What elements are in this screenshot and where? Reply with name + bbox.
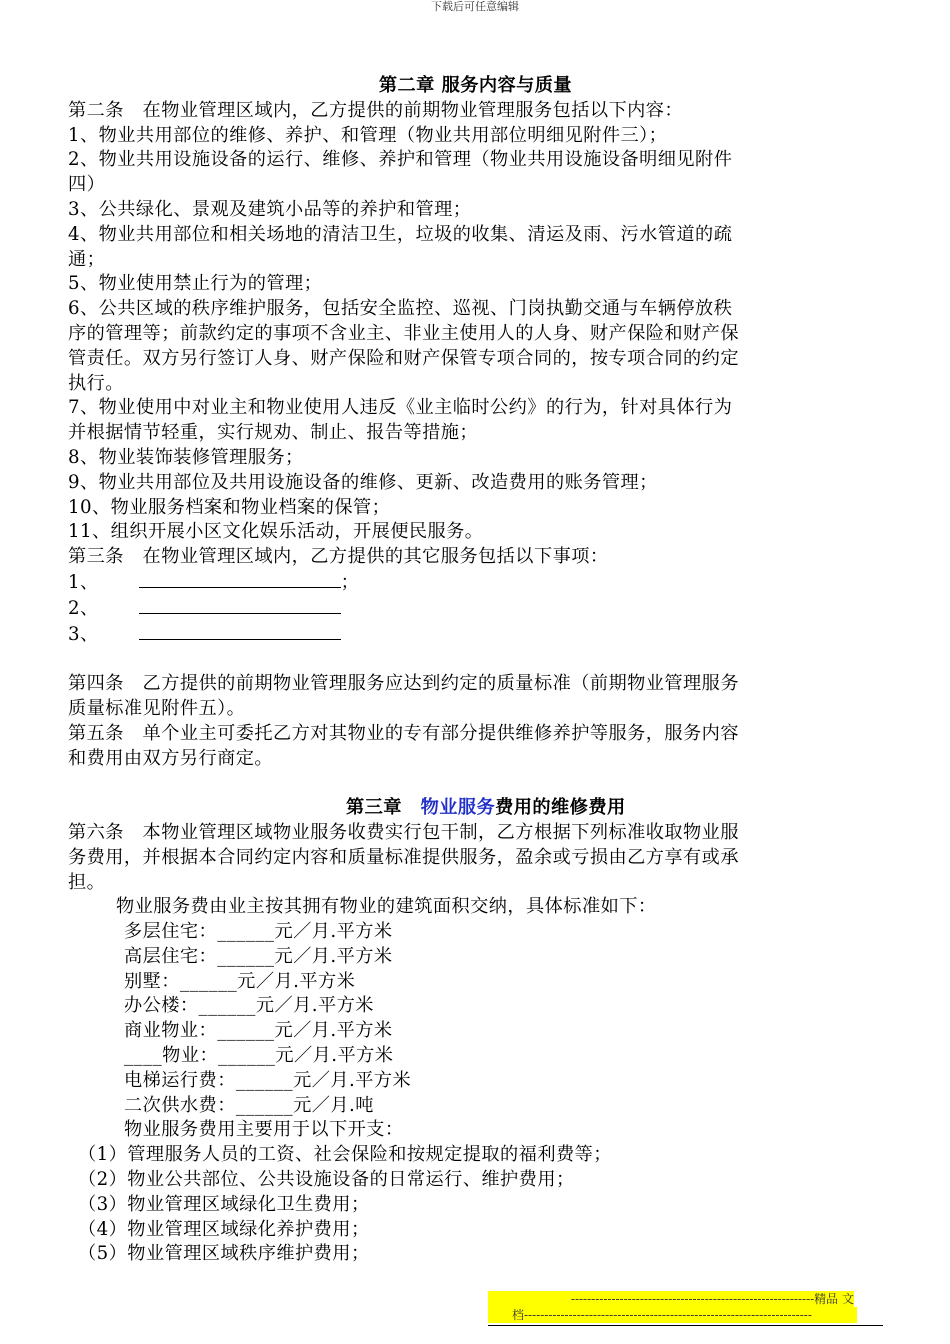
blank-item-number: 2、 — [68, 597, 99, 619]
spacer — [68, 647, 883, 672]
blank-item — [68, 622, 883, 648]
usage-item: （1）管理服务人员的工资、社会保险和按规定提取的福利费等； — [78, 1144, 612, 1166]
blank-item-suffix: ； — [340, 571, 360, 593]
usage-intro: 物业服务费用主要用于以下开支： — [124, 1119, 404, 1141]
fee-rate: 多层住宅：______元／月.平方米 — [124, 921, 393, 943]
fee-rate: 商业物业：______元／月.平方米 — [124, 1020, 393, 1042]
blank-item-number: 3、 — [68, 623, 99, 645]
usage-item: （4）物业管理区域绿化养护费用； — [78, 1218, 370, 1240]
paragraph-line: 管责任。双方另行签订人身、财产保险和财产保管专项合同的，按专项合同的约定 — [68, 347, 739, 369]
paragraph-line: 第四条 乙方提供的前期物业管理服务应达到约定的质量标准（前期物业管理服务 — [68, 673, 739, 695]
paragraph-line: 11、组织开展小区文化娱乐活动，开展便民服务。 — [68, 521, 484, 543]
footer-line: 档----------------------------------------------------------------------- — [488, 1307, 857, 1323]
paragraph-line: 7、物业使用中对业主和物业使用人违反《业主临时公约》的行为，针对具体行为 — [68, 397, 733, 419]
paragraph-line: 第二条 在物业管理区域内，乙方提供的前期物业管理服务包括以下内容： — [68, 99, 684, 121]
chapter2-title: 第二章 服务内容与质量 — [378, 75, 573, 96]
paragraph-line: 务费用，并根据本合同约定内容和质量标准提供服务，盈余或亏损由乙方享有或承 — [68, 846, 739, 868]
footer-watermark — [488, 1291, 888, 1326]
paragraph-line: 5、物业使用禁止行为的管理； — [68, 273, 323, 295]
paragraph-line: 9、物业共用部位及共用设施设备的维修、更新、改造费用的账务管理； — [68, 471, 658, 493]
fill-in-blank[interactable] — [139, 570, 341, 588]
usage-item: （3）物业管理区域绿化卫生费用； — [78, 1193, 370, 1215]
header-note: 下载后可任意编辑 — [431, 0, 519, 13]
chapter3-title-prefix: 第三章 — [346, 797, 421, 819]
fee-rate: 二次供水费：______元／月.吨 — [124, 1094, 374, 1116]
fill-in-blank[interactable] — [139, 622, 341, 640]
fee-rate: 电梯运行费：______元／月.平方米 — [124, 1069, 412, 1091]
chapter3-title-suffix: 费用的维修费用 — [495, 797, 626, 819]
usage-item: （5）物业管理区域秩序维护费用； — [78, 1243, 370, 1265]
document-page — [68, 74, 883, 1267]
paragraph-line: 4、物业共用部位和相关场地的清洁卫生，垃圾的收集、清运及雨、污水管道的疏 — [68, 223, 733, 245]
fee-rate: 别墅：______元／月.平方米 — [124, 970, 356, 992]
chapter3-title — [68, 796, 883, 821]
paragraph-line: 担。 — [68, 871, 106, 893]
paragraph-line: 第三条 在物业管理区域内，乙方提供的其它服务包括以下事项： — [68, 546, 609, 568]
paragraph-line: 执行。 — [68, 372, 124, 394]
paragraph-line: 10、物业服务档案和物业档案的保管； — [68, 496, 391, 518]
blank-item-number: 1、 — [68, 571, 99, 593]
footer-rule — [488, 1323, 883, 1326]
paragraph-line: 通； — [68, 248, 106, 270]
fee-rate: ____物业：______元／月.平方米 — [124, 1045, 394, 1067]
fee-intro: 物业服务费由业主按其拥有物业的建筑面积交纳，具体标准如下： — [116, 896, 657, 918]
paragraph-line: 和费用由双方另行商定。 — [68, 747, 274, 769]
paragraph-line: 1、物业共用部位的维修、养护、和管理（物业共用部位明细见附件三）； — [68, 124, 668, 146]
paragraph-line: 序的管理等；前款约定的事项不含业主、非业主使用人的人身、财产保险和财产保 — [68, 322, 739, 344]
chapter2-body — [68, 99, 883, 772]
paragraph-line: 6、公共区域的秩序维护服务，包括安全监控、巡视、门岗执勤交通与车辆停放秩 — [68, 298, 733, 320]
footer-line: ------------------------------------------------------------精品 文 — [488, 1291, 854, 1307]
spacer — [68, 771, 883, 796]
fee-rate: 办公楼：______元／月.平方米 — [124, 995, 374, 1017]
paragraph-line: 8、物业装饰装修管理服务； — [68, 446, 304, 468]
chapter3-title-link[interactable]: 物业服务 — [420, 797, 496, 819]
paragraph-line: 第五条 单个业主可委托乙方对其物业的专有部分提供维修养护等服务，服务内容 — [68, 722, 739, 744]
paragraph-line: 四） — [68, 174, 106, 196]
paragraph-line: 3、公共绿化、景观及建筑小品等的养护和管理； — [68, 198, 472, 220]
chapter3-body — [68, 821, 883, 1267]
fee-rate: 高层住宅：______元／月.平方米 — [124, 945, 393, 967]
blank-item — [68, 596, 883, 622]
fill-in-blank[interactable] — [139, 596, 341, 614]
paragraph-line: 质量标准见附件五）。 — [68, 697, 246, 719]
usage-item: （2）物业公共部位、公共设施设备的日常运行、维护费用； — [78, 1169, 575, 1191]
blank-item — [68, 570, 883, 596]
paragraph-line: 并根据情节轻重，实行规劝、制止、报告等措施； — [68, 422, 479, 444]
paragraph-line: 2、物业共用设施设备的运行、维修、养护和管理（物业共用设施设备明细见附件 — [68, 149, 733, 171]
paragraph-line: 第六条 本物业管理区域物业服务收费实行包干制，乙方根据下列标准收取物业服 — [68, 821, 739, 843]
